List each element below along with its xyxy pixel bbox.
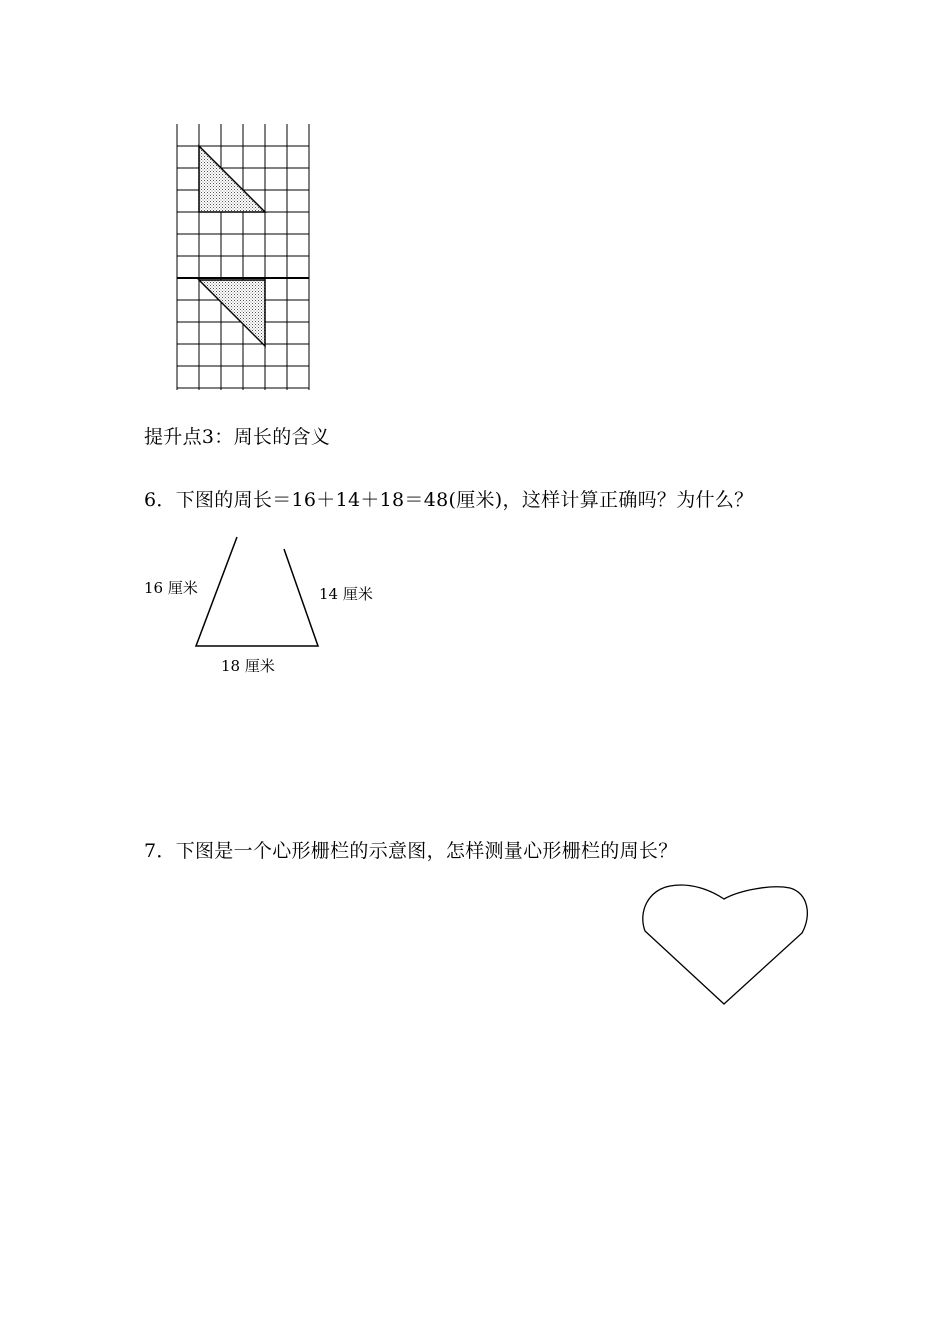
bottom-side-label: 18 厘米: [221, 657, 275, 675]
right-side-label: 14 厘米: [319, 585, 373, 603]
question-7-text: 7．下图是一个心形栅栏的示意图，怎样测量心形栅栏的周长？: [144, 840, 678, 862]
left-side-label: 16 厘米: [144, 579, 198, 597]
section-heading: 提升点3：周长的含义: [144, 426, 331, 448]
question-6-text: 6．下图的周长＝16＋14＋18＝48(厘米)，这样计算正确吗？为什么？: [144, 489, 754, 511]
